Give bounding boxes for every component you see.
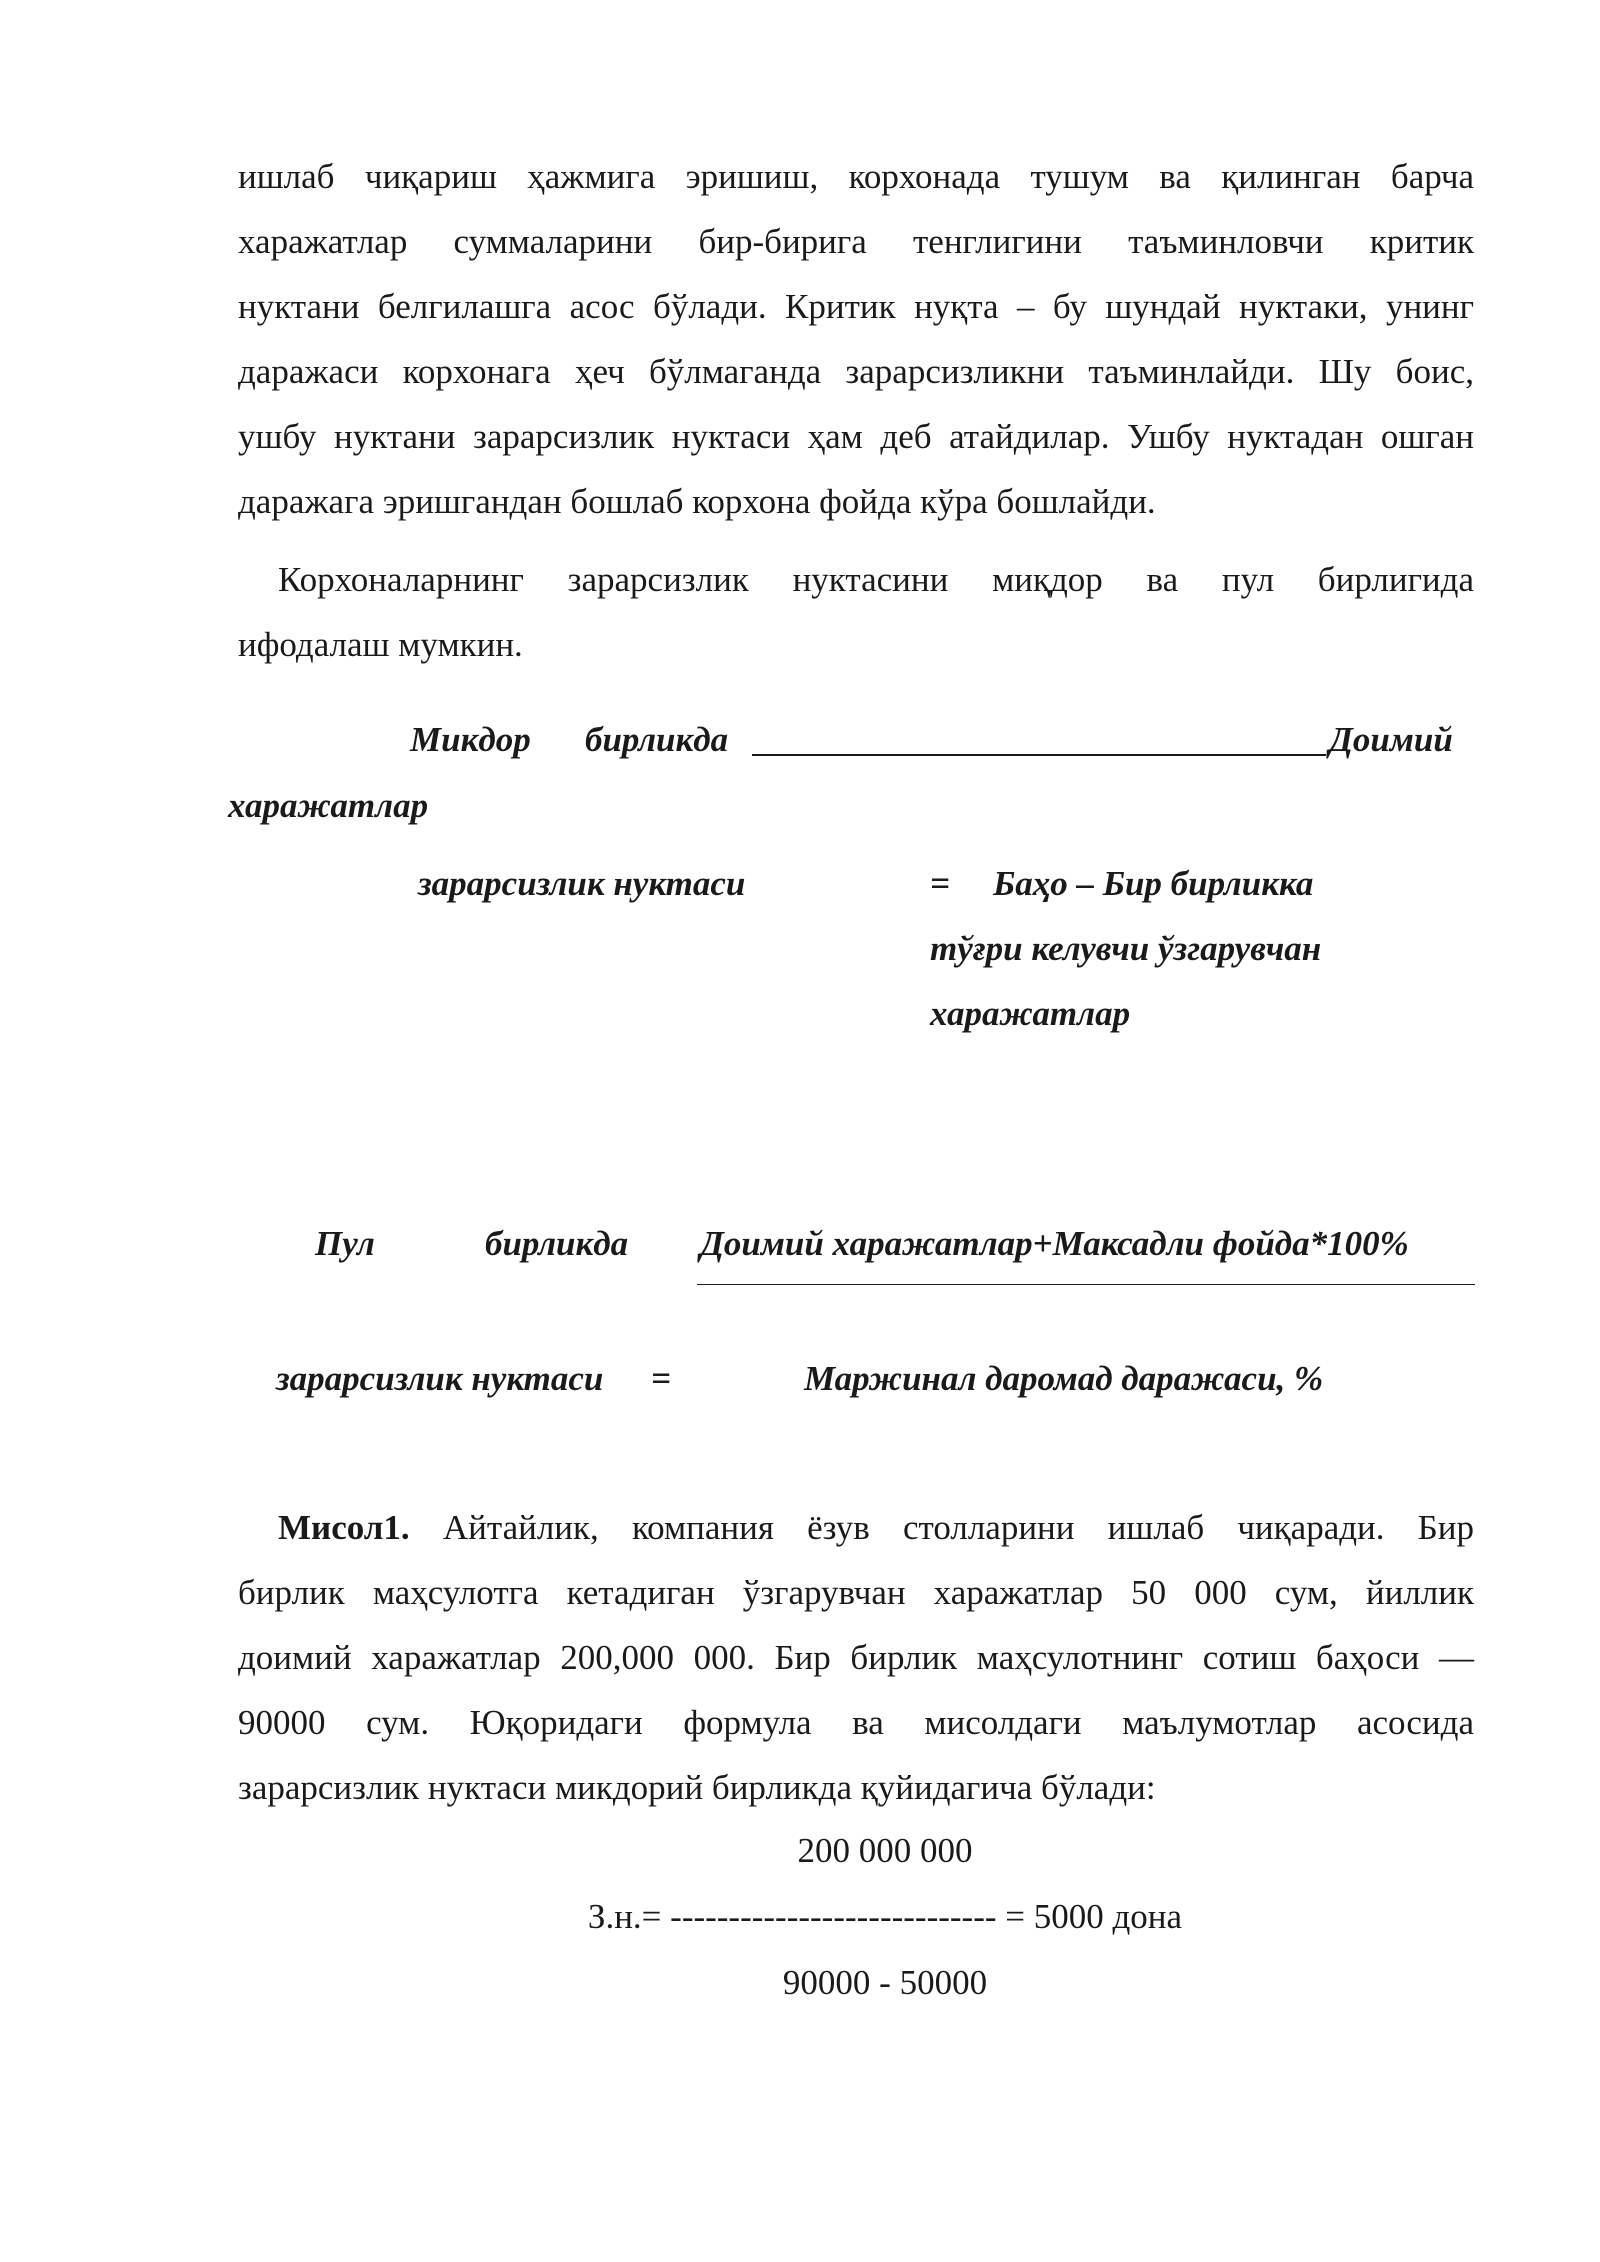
- formula-numerator-cont: харажатлар: [228, 786, 429, 825]
- fraction-line: [752, 754, 1326, 756]
- calculation-numerator: 200 000 000: [797, 1831, 973, 1870]
- formula-word: бирликда: [485, 1224, 629, 1263]
- paragraph-line: даражаси корхонага ҳеч бўлмаганда зарарсизликни таъминлайди. Шу боис,: [238, 352, 1474, 391]
- formula-equals: =: [930, 864, 950, 903]
- formula-denominator: тўғри келувчи ўзгарувчан: [930, 929, 1322, 968]
- example-first-line: Айтайлик, компания ёзув столларини ишлаб чиқаради. Бир: [442, 1508, 1475, 1547]
- formula-word: Пул: [315, 1224, 375, 1263]
- paragraph-2: [238, 547, 1474, 677]
- paragraph-line: 90000 сум. Юқоридаги формула ва мисолдаги маълумотлар асосида: [238, 1703, 1474, 1742]
- paragraph-1: [238, 144, 1474, 534]
- formula-word: бирликда: [585, 720, 729, 759]
- paragraph-line: харажатлар суммаларини бир-бирига тенглигини таъминловчи критик: [238, 222, 1474, 261]
- paragraph-line: ифодалаш мумкин.: [238, 625, 523, 664]
- example-paragraph: [238, 1495, 1474, 1820]
- paragraph-line: зарарсизлик нуктаси микдорий бирликда қуйидагича бўлади:: [238, 1768, 1156, 1807]
- paragraph-line: нуктани белгилашга асос бўлади. Критик нуқта – бу шундай нуктаки, унинг: [238, 287, 1474, 326]
- paragraph-line: Корхоналарнинг зарарсизлик нуктасини миқдор ва пул бирлигида: [278, 560, 1474, 599]
- formula-numerator: Доимий: [1329, 720, 1453, 759]
- calculation-middle: З.н.= ---------------------------- = 5000 дона: [587, 1897, 1183, 1936]
- formula-equals: =: [651, 1359, 671, 1398]
- fraction-line: [697, 1284, 1475, 1285]
- formula-denominator: Маржинал даромад даражаси, %: [804, 1359, 1324, 1398]
- paragraph-line: даражага эришгандан бошлаб корхона фойда кўра бошлайди.: [238, 482, 1156, 521]
- calculation-denominator: 90000 - 50000: [782, 1963, 988, 2002]
- formula-left-label: зарарсизлик нуктаси: [418, 864, 746, 903]
- paragraph-line: бирлик маҳсулотга кетадиган ўзгарувчан харажатлар 50 000 сум, йиллик: [238, 1573, 1474, 1612]
- formula-left-label: зарарсизлик нуктаси: [276, 1359, 604, 1398]
- formula-word: Микдор: [410, 720, 531, 759]
- formula-denominator: харажатлар: [930, 994, 1131, 1033]
- formula-numerator: Доимий харажатлар+Максадли фойда*100%: [700, 1224, 1409, 1263]
- paragraph-line: ишлаб чиқариш ҳажмига эришиш, корхонада тушум ва қилинган барча: [238, 157, 1474, 196]
- paragraph-line: ушбу нуктани зарарсизлик нуктаси ҳам деб атайдилар. Ушбу нуктадан ошган: [238, 417, 1474, 456]
- example-label: Мисол1.: [278, 1508, 410, 1547]
- formula-denominator: Баҳо – Бир бирликка: [993, 864, 1314, 903]
- paragraph-line: доимий харажатлар 200,000 000. Бир бирлик маҳсулотнинг сотиш баҳоси —: [238, 1638, 1474, 1677]
- paragraph-line: [238, 1495, 1474, 1560]
